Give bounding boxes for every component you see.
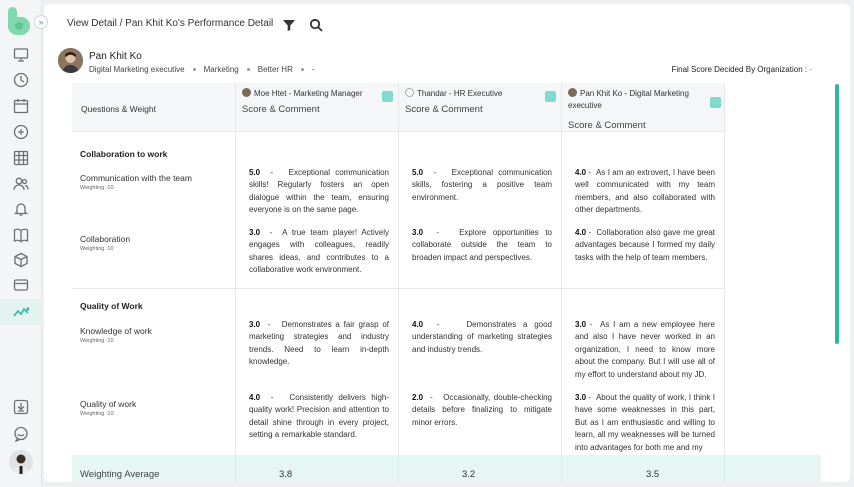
cube-icon[interactable]: [13, 252, 29, 268]
employee-position: Digital Marketing executive: [89, 65, 185, 74]
weighting-average-value: 3.8: [279, 469, 293, 480]
score-comment-header: Score & Comment: [568, 120, 646, 131]
download-icon[interactable]: [13, 399, 29, 415]
column-divider: [235, 455, 236, 482]
separator-dot: [247, 68, 250, 71]
vertical-scrollbar[interactable]: [835, 84, 839, 344]
expand-sidebar-icon[interactable]: »: [34, 15, 48, 29]
score-comment-header: Score & Comment: [405, 104, 483, 115]
filter-icon[interactable]: [282, 18, 296, 32]
reviewer-status-badge: [382, 91, 393, 102]
section-title: Quality of Work: [80, 301, 143, 311]
reviewer-role: HR Executive: [453, 89, 503, 98]
final-score-label: Final Score Decided By Organization :: [671, 65, 808, 74]
column-divider: [561, 455, 562, 482]
column-divider: [561, 83, 562, 455]
employee-company: Better HR: [257, 65, 293, 74]
reviewer-role: Digital Marketing executive: [568, 89, 689, 110]
score-comment-cell: 4.0 - Collaboration also gave me great advantages because I formed my daily tasks with the help of team members.: [575, 228, 715, 262]
final-score: [671, 65, 812, 74]
score-comment-header: Score & Comment: [242, 104, 320, 115]
score-comment-cell: 2.0 - Occasionally, double-checking details before finalizing to mitigate minor errors.: [412, 393, 553, 427]
weighting-average-row: [72, 455, 821, 482]
reviewer-avatar: [242, 88, 251, 97]
reviewer-name: Thandar: [417, 89, 447, 98]
question-name: Knowledge of work: [80, 326, 152, 336]
employee-department: Marketing: [203, 65, 239, 74]
reviewer-avatar-placeholder-icon: [405, 88, 414, 97]
column-divider: [398, 455, 399, 482]
app-logo[interactable]: [8, 7, 32, 37]
table-icon[interactable]: [13, 150, 29, 166]
score-comment-cell: 3.0 - A true team player! Actively engages with colleagues, readily shares ideas, and contributes to a collaborative work environment.: [249, 228, 389, 275]
column-divider: [235, 83, 236, 455]
monitor-icon[interactable]: [13, 47, 29, 63]
weighting-average-value: 3.5: [646, 469, 660, 480]
reviewer-role: Marketing Manager: [293, 89, 363, 98]
card-icon[interactable]: [13, 277, 29, 293]
final-score-value: -: [809, 65, 812, 74]
question-weight: Weighting :10: [80, 338, 114, 344]
employee-extra: -: [311, 65, 315, 74]
column-divider: [398, 83, 399, 455]
reviewer-avatar: [568, 88, 577, 97]
search-icon[interactable]: [309, 18, 323, 32]
breadcrumb: View Detail / Pan Khit Ko's Performance Detail: [67, 18, 274, 29]
score-comment-cell: 5.0 - Exceptional communication skills! Regularly fosters an open dialogue within the team, ensuring everyone is on the same page.: [249, 168, 389, 215]
reviewer-status-badge: [710, 97, 721, 108]
question-weight: Weighting :10: [80, 185, 114, 191]
question-name: Collaboration: [80, 234, 131, 244]
reviewer-header-1: Moe Htet - Marketing Manager: [242, 88, 363, 98]
column-divider: [724, 455, 725, 482]
score-comment-cell: 3.0 - About the quality of work, I think I have some weaknesses in this part, But as I am enthusiastic and willing to learn, all my weaknesses will be turned into advantages for both me and my: [575, 393, 715, 452]
question-weight: Weighting :10: [80, 411, 114, 417]
reviewer-header-3: Pan Khit Ko - Digital Marketing executive: [568, 89, 689, 110]
separator-dot: [301, 68, 304, 71]
performance-trend-icon[interactable]: [13, 304, 29, 320]
score-comment-cell: 4.0 - As I am an extrovert, I have been well communicated with my team members, and also collaborated with other departments.: [575, 168, 715, 215]
questions-weight-header: Questions & Weight: [81, 104, 156, 114]
score-comment-cell: 3.0 - Explore opportunities to collaborate outside the team to broaden impact and perspectives.: [412, 228, 552, 262]
clock-icon[interactable]: [13, 72, 29, 88]
reviewer-header-2: Thandar - HR Executive: [405, 88, 502, 98]
weighting-average-value: 3.2: [462, 469, 476, 480]
performance-table: [72, 83, 821, 482]
section-divider: [72, 288, 725, 289]
separator-dot: [193, 68, 196, 71]
employee-photo: [58, 48, 83, 73]
sidebar: [0, 0, 42, 487]
question-weight: Weighting :10: [80, 246, 114, 252]
weighting-average-label: Weighting Average: [80, 469, 160, 480]
score-comment-cell: 3.0 - As I am a new employee here and also I have never worked in an organization, I need to know more about the company. But I will use all of my effort to understand about my JD.: [575, 320, 715, 379]
question-name: Communication with the team: [80, 173, 192, 183]
score-comment-cell: 4.0 - Demonstrates a good understanding of marketing strategies and industry trends.: [412, 320, 552, 354]
calendar-icon[interactable]: [13, 98, 29, 114]
employee-meta: [89, 65, 315, 74]
column-divider: [724, 83, 725, 455]
users-icon[interactable]: [13, 176, 29, 192]
employee-name: Pan Khit Ko: [89, 51, 142, 62]
question-name: Quality of work: [80, 399, 137, 409]
bell-icon[interactable]: [13, 201, 29, 217]
add-circle-icon[interactable]: [13, 124, 29, 140]
reviewer-name: Moe Htet: [254, 89, 287, 98]
section-title: Collaboration to work: [80, 149, 168, 159]
score-comment-cell: 3.0 - Demonstrates a fair grasp of marketing strategies and industry trends. Need to learn in-depth knowledge.: [249, 320, 390, 367]
reviewer-name: Pan Khit Ko: [580, 89, 623, 98]
user-avatar[interactable]: [9, 450, 33, 474]
chat-icon[interactable]: [13, 426, 29, 442]
main-panel: [44, 4, 850, 482]
score-comment-cell: 5.0 - Exceptional communication skills, fostering a positive team environment.: [412, 168, 552, 202]
reviewer-status-badge: [545, 91, 556, 102]
book-icon[interactable]: [13, 227, 29, 243]
score-comment-cell: 4.0 - Consistently delivers high-quality work! Precision and attention to detail shine through in every project, setting a remarkable standard.: [249, 393, 390, 440]
